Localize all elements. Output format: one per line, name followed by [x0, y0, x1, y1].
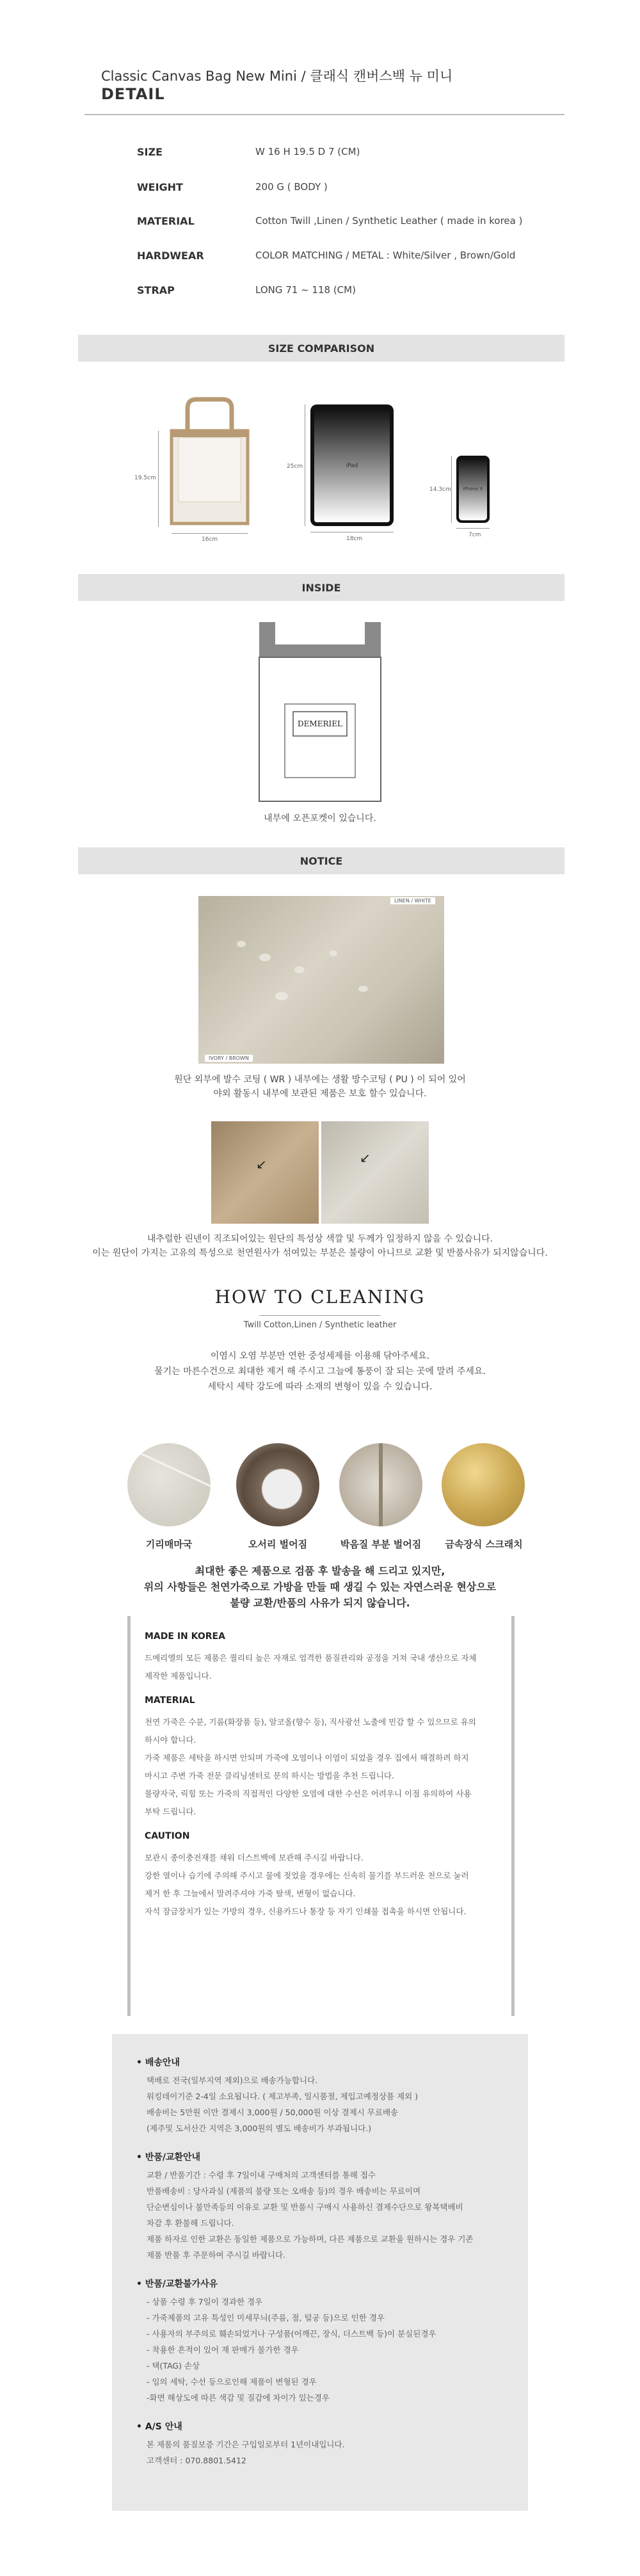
care-caution — [145, 1831, 497, 1921]
shipping-heading: • 반품/교환안내 — [136, 2152, 201, 2163]
shipping-text: - 임의 세탁, 수선 등으로인해 제품이 변형된 경우 — [147, 2377, 317, 2387]
detail-heading: DETAIL — [101, 85, 165, 103]
bag-illustration — [163, 396, 256, 527]
care-text: 마시고 주변 가죽 전문 클리닝센터로 문의 하시는 방법을 추천 드립니다. — [145, 1771, 394, 1780]
cleaning-line-3: 세탁시 세탁 강도에 따라 소재의 변형이 있을 수 있습니다. — [207, 1382, 433, 1392]
cleaning-divider — [259, 1315, 381, 1316]
care-text: 부탁 드립니다. — [145, 1807, 196, 1816]
care-text: 강한 열이나 습기에 주의해 주시고 물에 젖었을 경우에는 신속히 물기를 부드러운 천으로 눌러 — [145, 1871, 469, 1880]
shipping-return — [136, 2150, 504, 2263]
defect-photo-4 — [442, 1443, 525, 1526]
care-box — [127, 1616, 515, 2016]
shipping-heading: • 반품/교환불가사유 — [136, 2279, 218, 2289]
product-title: Classic Canvas Bag New Mini / 클래식 캔버스백 뉴 미니 — [101, 68, 453, 84]
care-text: 보관시 종이충전재를 채워 더스트백에 보관해 주시길 바랍니다. — [145, 1853, 364, 1862]
care-text: 자석 잠금장치가 있는 가방의 경우, 신용카드나 통장 등 자기 인쇄물 접촉을 하시면 안됩니다. — [145, 1907, 467, 1916]
bag-width-label: 16cm — [202, 536, 218, 543]
section-title: SIZE COMPARISON — [268, 342, 375, 355]
shipping-text: - 택(TAG) 손상 — [147, 2361, 200, 2371]
bag-height-line — [158, 431, 159, 527]
inside-caption: 내부에 오픈포켓이 있습니다. — [264, 813, 376, 824]
care-text: 하시야 합니다. — [145, 1735, 196, 1745]
shipping-text: 본 제품의 품질보증 기간은 구입일로부터 1년이내입니다. — [147, 2440, 345, 2449]
spec-value: 200 G ( BODY ) — [255, 181, 328, 193]
section-title: INSIDE — [301, 582, 341, 594]
phone-width-line — [456, 528, 490, 529]
warning-line-1: 최대한 좋은 제품으로 검품 후 발송을 해 드리고 있지만, — [195, 1565, 445, 1577]
spec-row-weight — [137, 176, 553, 202]
defect-caption-2: 오서리 벌어짐 — [248, 1539, 308, 1550]
notice-text-4: 이는 원단이 가지는 고유의 특성으로 천연원사가 섞여있는 부분은 불량이 아니므로 교환 및 반품사유가 되지않습니다. — [92, 1248, 548, 1258]
defect-caption-3: 박음질 부분 벌어짐 — [340, 1539, 422, 1550]
care-text: 제거 한 후 그늘에서 말려주셔야 가죽 탈색, 변형이 없습니다. — [145, 1889, 356, 1898]
spec-row-size — [137, 141, 553, 166]
care-text: 불량자국, 릭힘 또는 가죽의 직접적인 다양한 오염에 대한 수선은 어려우니 이점 유의하여 사용 — [145, 1789, 472, 1798]
defect-photo-3 — [339, 1443, 422, 1526]
warning-line-3: 불량 교환/반품의 사유가 되지 않습니다. — [230, 1597, 410, 1609]
arrow-icon: ↙ — [256, 1156, 267, 1172]
shipping-text: - 착용한 흔적이 있어 재 판매가 불가한 경우 — [147, 2345, 299, 2355]
spec-label: WEIGHT — [137, 181, 183, 193]
spec-value: LONG 71 ~ 118 (CM) — [255, 284, 356, 296]
care-heading: CAUTION — [145, 1831, 190, 1841]
phone-width-label: 7cm — [468, 532, 481, 538]
cleaning-line-1: 이염시 오염 부분만 연한 중성세제를 이용해 닦아주세요. — [210, 1351, 430, 1361]
bag-height-label: 19.5cm — [134, 475, 156, 481]
shipping-text: (제주및 도서산간 지역은 3,000원의 별도 배송비가 부과됩니다.) — [147, 2124, 372, 2133]
shipping-text: - 사용자의 부주의로 훼손되었거나 구성품(어깨끈, 장식, 더스트백 등)이 분실된경우 — [147, 2329, 436, 2339]
spec-label: HARDWEAR — [137, 250, 204, 262]
defect-caption-1: 기리매마국 — [145, 1539, 193, 1550]
spec-value: W 16 H 19.5 D 7 (CM) — [255, 146, 360, 157]
spec-label: MATERIAL — [137, 215, 195, 227]
notice-text-2: 야외 활동시 내부에 보관된 제품은 보호 할수 있습니다. — [213, 1089, 427, 1099]
care-text: 제작한 제품입니다. — [145, 1671, 212, 1681]
bag-drawing — [163, 396, 256, 527]
bag-width-line — [172, 533, 248, 534]
tablet-width-label: 18cm — [346, 536, 363, 542]
linen-photo-white — [321, 1121, 429, 1224]
warning-line-2: 위의 사항들은 천연가죽으로 가방을 만들 때 생길 수 있는 자연스러운 현상으로 — [143, 1581, 497, 1593]
phone-illustration — [456, 456, 490, 523]
shipping-no-return — [136, 2277, 504, 2406]
shipping-delivery — [136, 2056, 504, 2136]
shipping-box — [112, 2034, 528, 2511]
shipping-text: -화면 해상도에 따른 색감 및 질감에 차이가 있는경우 — [147, 2393, 330, 2403]
spec-row-material — [137, 210, 553, 236]
defect-photo-1 — [127, 1443, 211, 1526]
spec-row-strap — [137, 279, 553, 305]
spec-label: SIZE — [137, 146, 163, 158]
shipping-text: 단순변심이나 불만족등의 이유로 교환 및 반품시 구매시 사용하신 결제수단으로 왕복택배비 — [147, 2202, 463, 2212]
cleaning-line-2: 물기는 마른수건으로 최대한 제거 해 주시고 그늘에 통풍이 잘 되는 곳에 말려 주세요. — [154, 1366, 486, 1377]
shipping-as — [136, 2420, 504, 2468]
care-material — [145, 1695, 497, 1821]
tablet-height-label: 25cm — [287, 463, 303, 470]
tablet-label: iPad — [346, 463, 358, 469]
size-comparison-bar — [78, 335, 564, 362]
shipping-text: 반품배송비 : 당사과실 (제품의 불량 또는 오배송 등)의 경우 배송비는 무료이며 — [147, 2186, 421, 2196]
phone-label: iPhone X — [463, 486, 483, 492]
shipping-heading: • A/S 안내 — [136, 2422, 182, 2432]
spec-value: COLOR MATCHING / METAL : White/Silver , Brown/Gold — [255, 250, 516, 261]
care-made-in-korea — [145, 1631, 497, 1685]
care-text: 천연 가죽은 수분, 기름(화장품 등), 알코올(향수 등), 직사광선 노출에 민감 할 수 있으므로 유의 — [145, 1717, 476, 1727]
inside-drawing — [256, 622, 384, 804]
tablet-illustration — [310, 404, 394, 526]
arrow-icon: ↙ — [360, 1150, 371, 1165]
shipping-text: 배송비는 5만원 이만 결제시 3,000원 / 50,000원 이상 결제시 무료배송 — [147, 2108, 399, 2117]
care-text: 드메리엘의 모든 제품은 퀄리티 높은 자재로 엄격한 품질관리와 공정을 거쳐 국내 생산으로 자체 — [145, 1653, 477, 1663]
notice-text-1: 원단 외부에 발수 코팅 ( WR ) 내부에는 생활 방수코팅 ( PU ) 이 되어 있어 — [174, 1075, 466, 1085]
brand-logo: DEMERIEL — [298, 719, 342, 728]
notice-bar — [78, 847, 564, 874]
spec-row-hardwear — [137, 244, 553, 270]
phone-height-line — [451, 456, 452, 523]
phone-height-label: 14.3cm — [429, 486, 451, 493]
spec-label: STRAP — [137, 284, 175, 296]
cleaning-title: HOW TO CLEANING — [214, 1286, 426, 1308]
shipping-text: 워킹데이기준 2-4일 소요됩니다. ( 제고부족, 일시품절, 제입고예정상품 제외 ) — [147, 2092, 419, 2101]
phone-screen — [459, 458, 487, 520]
shipping-text: 제품 하자로 인한 교환은 동일한 제품으로 가능하며, 다른 제품으로 교환을 원하시는 경우 기존 — [147, 2234, 474, 2244]
tablet-screen — [314, 408, 390, 522]
cleaning-subtitle: Twill Cotton,Linen / Synthetic leather — [243, 1320, 397, 1330]
defect-photo-2 — [236, 1443, 319, 1526]
care-text: 가죽 제품은 세탁을 하시면 안되며 가죽에 오염이나 이염이 되었을 경우 집에서 해결하려 하지 — [145, 1753, 469, 1763]
care-heading: MATERIAL — [145, 1695, 195, 1706]
swatch-tag-top: LINEN / WHITE — [390, 897, 435, 904]
shipping-text: 고객센터 : 070.8801.5412 — [147, 2456, 246, 2465]
inside-bar — [78, 574, 564, 601]
shipping-text: - 가죽제품의 고유 특성인 미세무늬(주름, 점, 털공 등)으로 인한 경우 — [147, 2313, 385, 2323]
defect-caption-4: 금속장식 스크래치 — [445, 1539, 523, 1550]
shipping-text: 교환 / 반품기간 : 수령 후 7일이내 구매처의 고객센터를 통해 접수 — [147, 2170, 376, 2180]
shipping-text: 제품 반품 후 주문하여 주시길 바랍니다. — [147, 2250, 286, 2260]
waterproof-photo — [198, 896, 444, 1064]
spec-value: Cotton Twill ,Linen / Synthetic Leather ( made in korea ) — [255, 215, 523, 227]
shipping-text: 차감 후 환불해 드립니다. — [147, 2218, 234, 2228]
shipping-heading: • 배송안내 — [136, 2058, 180, 2068]
section-title: NOTICE — [300, 855, 343, 867]
shipping-text: - 상품 수령 후 7일이 경과한 경우 — [147, 2297, 263, 2307]
care-heading: MADE IN KOREA — [145, 1631, 225, 1642]
swatch-tag-bottom: IVORY / BROWN — [205, 1055, 253, 1062]
linen-photo-brown — [211, 1121, 319, 1224]
notice-text-3: 내추럴한 린넨이 직조되어있는 원단의 특성상 색깔 및 두께가 일정하지 않을 수 있습니다. — [147, 1234, 493, 1244]
inside-illustration — [256, 622, 384, 804]
shipping-text: 택배로 전국(일부지역 제외)으로 배송가능합니다. — [147, 2076, 318, 2085]
header-divider — [84, 114, 564, 115]
